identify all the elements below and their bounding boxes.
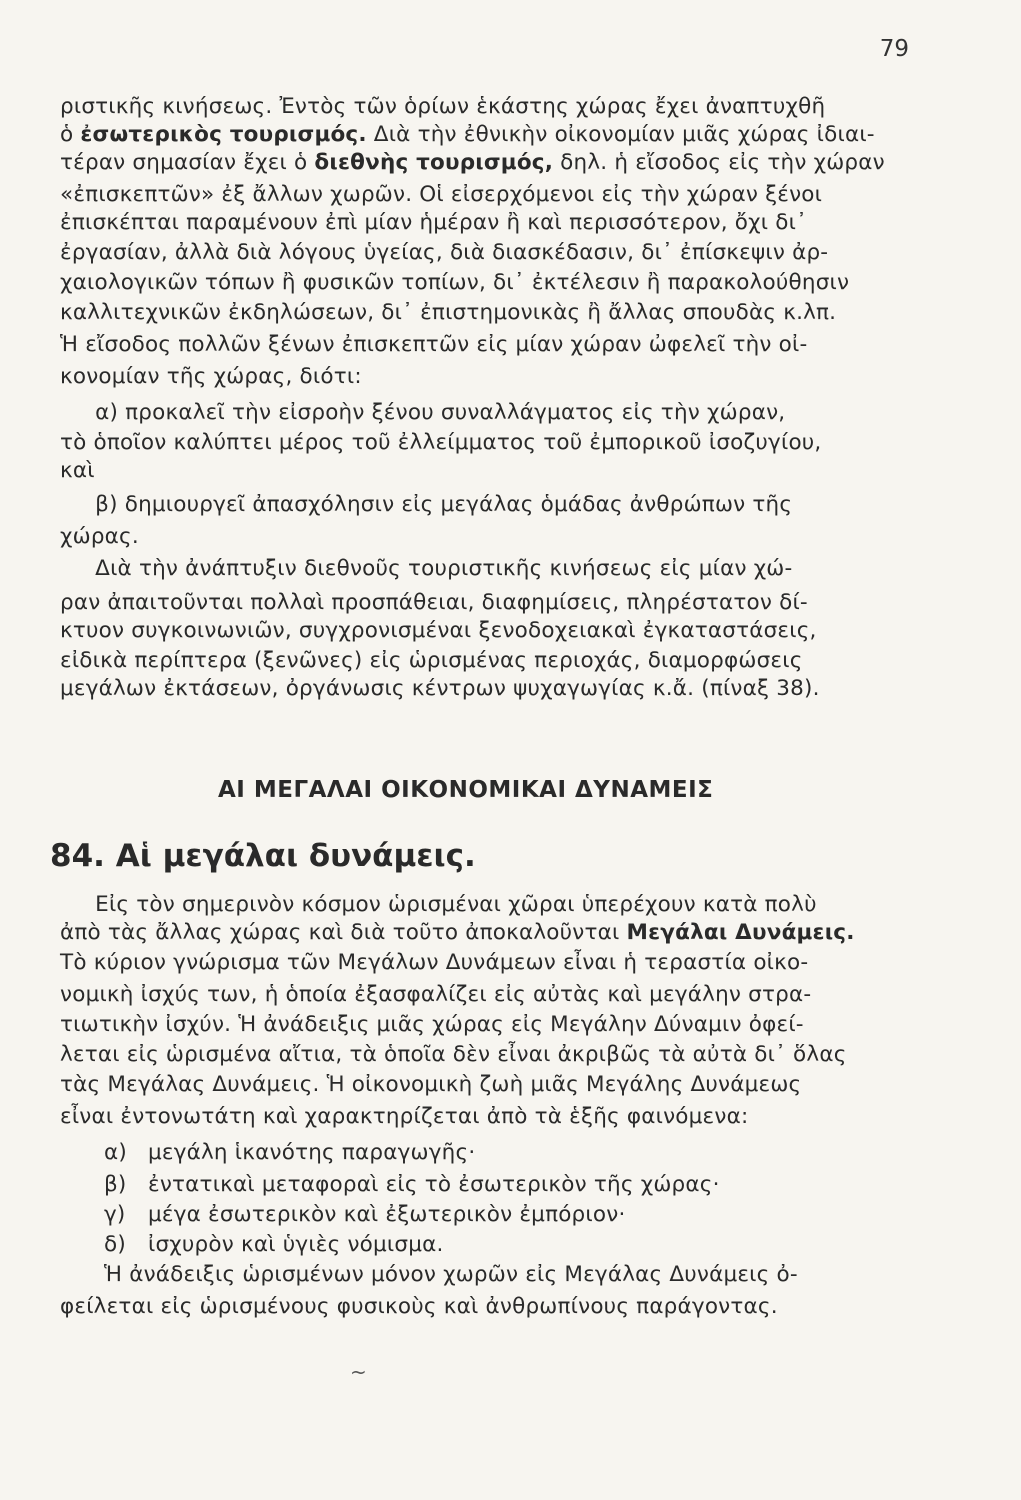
- text-run: εἰδικὰ περίπτερα (ξενῶνες) εἰς ὡρισμένας περιοχάς, διαμορφώσεις: [60, 648, 803, 673]
- list-item: [104, 1200, 964, 1230]
- bold-term: διεθνὴς τουρισμός,: [314, 150, 554, 175]
- chapter-heading: 84. Αἱ μεγάλαι δυνάμεις.: [50, 838, 476, 874]
- body-line: [60, 918, 920, 948]
- intro-line: [60, 268, 920, 298]
- list-item-label: β): [104, 1172, 127, 1197]
- text-run: Τὸ κύριον γνώρισμα τῶν Μεγάλων Δυνάμεων εἶναι ἡ τεραστία οἰκο-: [60, 950, 809, 975]
- intro-line: [60, 330, 920, 360]
- body-line: [60, 980, 920, 1010]
- text-run: α) προκαλεῖ τὴν εἰσροὴν ξένου συναλλάγματος εἰς τὴν χώραν,: [60, 400, 786, 425]
- text-run: τιωτικὴν ἰσχύν. Ἡ ἀνάδειξις μιᾶς χώρας εἰς Μεγάλην Δύναμιν ὀφεί-: [60, 1012, 804, 1037]
- intro-line: [60, 522, 920, 552]
- text-run: «ἐπισκεπτῶν» ἐξ ἄλλων χωρῶν. Οἱ εἰσερχόμενοι εἰς τὴν χώραν ξένοι: [60, 182, 823, 207]
- text-run: χώρας.: [60, 524, 139, 549]
- footer-mark: ~: [350, 1360, 367, 1384]
- closing-line: φείλεται εἰς ὡρισμένους φυσικοὺς καὶ ἀνθρωπίνους παράγοντας.: [60, 1294, 778, 1319]
- text-run: κτυον συγκοινωνιῶν, συγχρονισμέναι ξενοδοχειακαὶ ἐγκαταστάσεις,: [60, 618, 817, 643]
- list-item-label: γ): [104, 1202, 126, 1227]
- body-line: [60, 1010, 920, 1040]
- text-run: Διὰ τὴν ἀνάπτυξιν διεθνοῦς τουριστικῆς κινήσεως εἰς μίαν χώ-: [60, 556, 793, 581]
- text-run: Ἡ εἴσοδος πολλῶν ξένων ἐπισκεπτῶν εἰς μίαν χώραν ὠφελεῖ τὴν οἰ-: [60, 332, 808, 357]
- text-run: ἐργασίαν, ἀλλὰ διὰ λόγους ὑγείας, διὰ διασκέδασιν, δι᾽ ἐπίσκεψιν ἀρ-: [60, 240, 829, 265]
- list-item-text: ἰσχυρὸν καὶ ὑγιὲς νόμισμα.: [148, 1232, 444, 1257]
- intro-line: [60, 490, 920, 520]
- text-run: δηλ. ἡ εἴσοδος εἰς τὴν χώραν: [553, 150, 885, 175]
- body-line: [60, 1102, 920, 1132]
- intro-line: [60, 616, 920, 646]
- bold-term: ἐσωτερικὸς τουρισμός.: [80, 122, 367, 147]
- intro-line: [60, 120, 920, 150]
- intro-line: [60, 208, 920, 238]
- list-item: [104, 1230, 964, 1260]
- intro-line: [60, 554, 920, 584]
- text-run: ἀπὸ τὰς ἄλλας χώρας καὶ διὰ τοῦτο ἀποκαλοῦνται: [60, 920, 627, 945]
- text-run: κονομίαν τῆς χώρας, διότι:: [60, 364, 362, 389]
- intro-line: [60, 362, 920, 392]
- bold-term: Μεγάλαι Δυνάμεις.: [626, 920, 855, 945]
- text-run: Εἰς τὸν σημερινὸν κόσμον ὡρισμέναι χῶραι ὑπερέχουν κατὰ πολὺ: [60, 892, 817, 917]
- text-run: καλλιτεχνικῶν ἐκδηλώσεων, δι᾽ ἐπιστημονικὰς ἢ ἄλλας σπουδὰς κ.λπ.: [60, 300, 837, 325]
- intro-line: [60, 298, 920, 328]
- list-item-label: α): [104, 1140, 127, 1165]
- list-item-text: ἐντατικαὶ μεταφοραὶ εἰς τὸ ἐσωτερικὸν τῆς χώρας·: [148, 1172, 720, 1197]
- intro-line: [60, 588, 920, 618]
- text-run: ἐπισκέπται παραμένουν ἐπὶ μίαν ἡμέραν ἢ καὶ περισσότερον, ὄχι δι᾽: [60, 210, 808, 235]
- text-run: τὸ ὁποῖον καλύπτει μέρος τοῦ ἐλλείμματος τοῦ ἐμπορικοῦ ἰσοζυγίου,: [60, 430, 822, 455]
- text-run: ραν ἀπαιτοῦνται πολλαὶ προσπάθειαι, διαφημίσεις, πληρέστατον δί-: [60, 590, 808, 615]
- intro-line: [60, 92, 920, 122]
- text-run: λεται εἰς ὡρισμένα αἴτια, τὰ ὁποῖα δὲν εἶναι ἀκριβῶς τὰ αὐτὰ δι᾽ ὅλας: [60, 1042, 847, 1067]
- intro-line: [60, 398, 920, 428]
- section-heading: ΑΙ ΜΕΓΑΛΑΙ ΟΙΚΟΝΟΜΙΚΑΙ ΔΥΝΑΜΕΙΣ: [218, 777, 714, 803]
- body-line: [60, 1070, 920, 1100]
- intro-line: [60, 674, 920, 704]
- text-run: β) δημιουργεῖ ἀπασχόλησιν εἰς μεγάλας ὁμάδας ἀνθρώπων τῆς: [60, 492, 793, 517]
- text-run: Διὰ τὴν ἐθνικὴν οἰκονομίαν μιᾶς χώρας ἰδιαι-: [366, 122, 875, 147]
- list-item: [104, 1138, 964, 1168]
- text-run: ριστικῆς κινήσεως. Ἐντὸς τῶν ὁρίων ἑκάστης χώρας ἔχει ἀναπτυχθῆ: [60, 94, 826, 119]
- text-run: καὶ: [60, 458, 95, 483]
- intro-line: [60, 180, 920, 210]
- intro-line: [60, 428, 920, 458]
- text-run: τὰς Μεγάλας Δυνάμεις. Ἡ οἰκονομικὴ ζωὴ μιᾶς Μεγάλης Δυνάμεως: [60, 1072, 802, 1097]
- intro-line: [60, 238, 920, 268]
- text-run: νομικὴ ἰσχύς των, ἡ ὁποία ἐξασφαλίζει εἰς αὐτὰς καὶ μεγάλην στρα-: [60, 982, 812, 1007]
- intro-line: [60, 456, 920, 486]
- closing-line: Ἡ ἀνάδειξις ὡρισμένων μόνον χωρῶν εἰς Μεγάλας Δυνάμεις ὀ-: [104, 1262, 798, 1287]
- body-line: [60, 890, 920, 920]
- body-line: [60, 1040, 920, 1070]
- intro-line: [60, 646, 920, 676]
- body-line: [60, 948, 920, 978]
- list-item: [104, 1170, 964, 1200]
- list-item-text: μέγα ἐσωτερικὸν καὶ ἐξωτερικὸν ἐμπόριον·: [148, 1202, 626, 1227]
- text-run: ὁ: [60, 122, 81, 147]
- text-run: τέραν σημασίαν ἔχει ὁ: [60, 150, 315, 175]
- list-item-text: μεγάλη ἱκανότης παραγωγῆς·: [148, 1140, 476, 1165]
- list-item-label: δ): [104, 1232, 126, 1257]
- text-run: χαιολογικῶν τόπων ἢ φυσικῶν τοπίων, δι᾽ ἐκτέλεσιν ἢ παρακολούθησιν: [60, 270, 850, 295]
- text-run: εἶναι ἐντονωτάτη καὶ χαρακτηρίζεται ἀπὸ τὰ ἑξῆς φαινόμενα:: [60, 1104, 749, 1129]
- intro-line: [60, 148, 920, 178]
- text-run: μεγάλων ἐκτάσεων, ὀργάνωσις κέντρων ψυχαγωγίας κ.ἄ. (πίναξ 38).: [60, 676, 820, 701]
- page-number: 79: [879, 36, 909, 62]
